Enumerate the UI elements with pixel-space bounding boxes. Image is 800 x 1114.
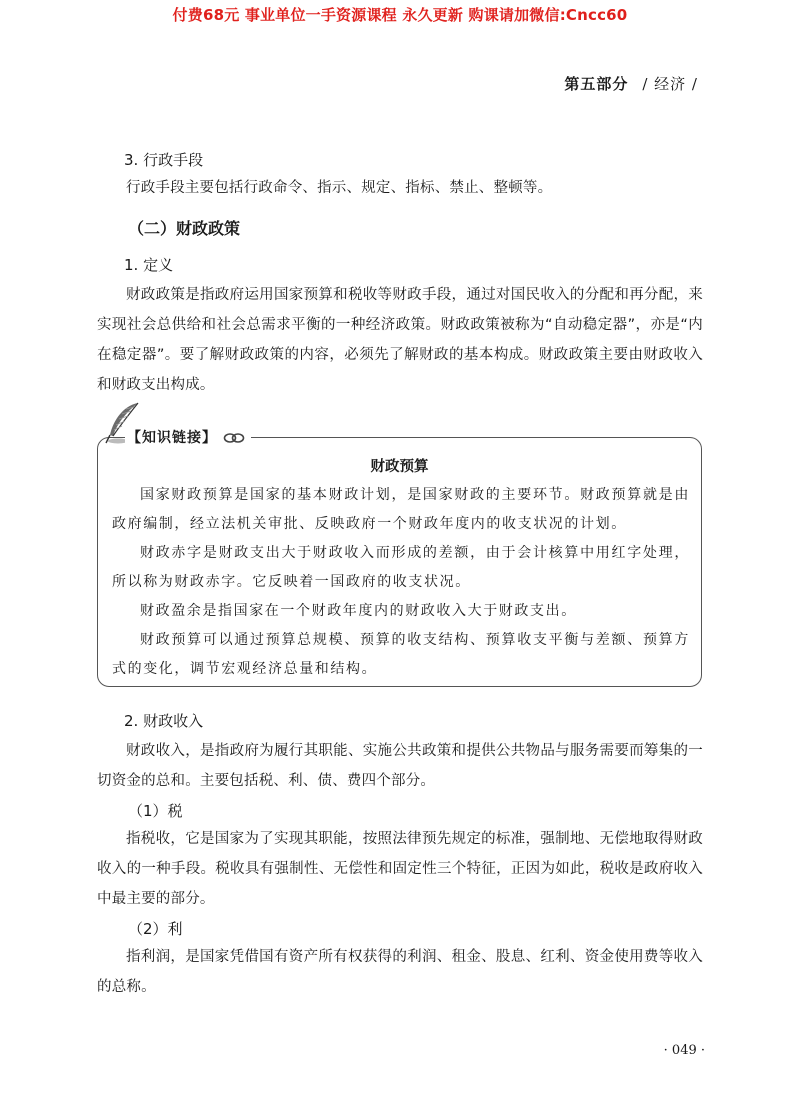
knowledge-box-title: 财政预算 (370, 458, 429, 475)
knowledge-paragraph: 财政预算可以通过预算总规模、预算的收支结构、预算收支平衡与差额、预算方式的变化，调节宏观经济总量和结构。 (112, 632, 690, 677)
watermark-banner: 付费68元 事业单位一手资源课程 永久更新 购课请加微信:Cncc60 (172, 6, 628, 24)
knowledge-paragraph: 国家财政预算是国家的基本财政计划，是国家财政的主要环节。财政预算就是由政府编制，经立法机关审批、反映政府一个财政年度内的收支状况的计划。 (112, 487, 690, 532)
fiscal-policy-heading: （二）财政政策 (128, 219, 241, 238)
chain-link-icon (223, 432, 245, 444)
subject-label: / 经济 / (642, 75, 698, 93)
page-number: · 049 · (663, 1043, 705, 1058)
revenue-text: 财政收入，是指政府为履行其职能、实施公共政策和提供公共物品与服务需要而筹集的一切资金的总和。主要包括税、利、债、费四个部分。 (97, 743, 703, 789)
knowledge-paragraph: 财政盈余是指国家在一个财政年度内的财政收入大于财政支出。 (140, 603, 577, 619)
tax-text: 指税收，它是国家为了实现其职能，按照法律预先规定的标准，强制地、无偿地取得财政收入的一种手段。税收具有强制性、无偿性和固定性三个特征，正因为如此，税收是政府收入中最主要的部分。 (97, 831, 703, 907)
profit-text: 指利润，是国家凭借国有资产所有权获得的利润、租金、股息、红利、资金使用费等收入的总称。 (97, 949, 703, 995)
admin-text: 行政手段主要包括行政命令、指示、规定、指标、禁止、整顿等。 (126, 180, 553, 196)
tax-heading: （1）税 (128, 802, 183, 820)
running-header (564, 73, 702, 94)
revenue-heading: 2. 财政收入 (124, 712, 204, 730)
definition-heading: 1. 定义 (124, 256, 174, 274)
definition-text: 财政政策是指政府运用国家预算和税收等财政手段，通过对国民收入的分配和再分配，来实现社会总供给和社会总需求平衡的一种经济政策。财政政策被称为“自动稳定器”，亦是“内在稳定器”。要了解财政政策的内容，必须先了解财政的基本构成。财政政策主要由财政收入和财政支出构成。 (97, 287, 703, 393)
knowledge-paragraph: 财政赤字是财政支出大于财政收入而形成的差额，由于会计核算中用红字处理，所以称为财政赤字。它反映着一国政府的收支状况。 (112, 545, 690, 590)
profit-heading: （2）利 (128, 920, 183, 938)
part-label: 第五部分 (564, 75, 629, 93)
admin-heading: 3. 行政手段 (124, 151, 204, 169)
knowledge-link-tag (125, 427, 251, 447)
knowledge-link-label: 【知识链接】 (127, 430, 217, 446)
